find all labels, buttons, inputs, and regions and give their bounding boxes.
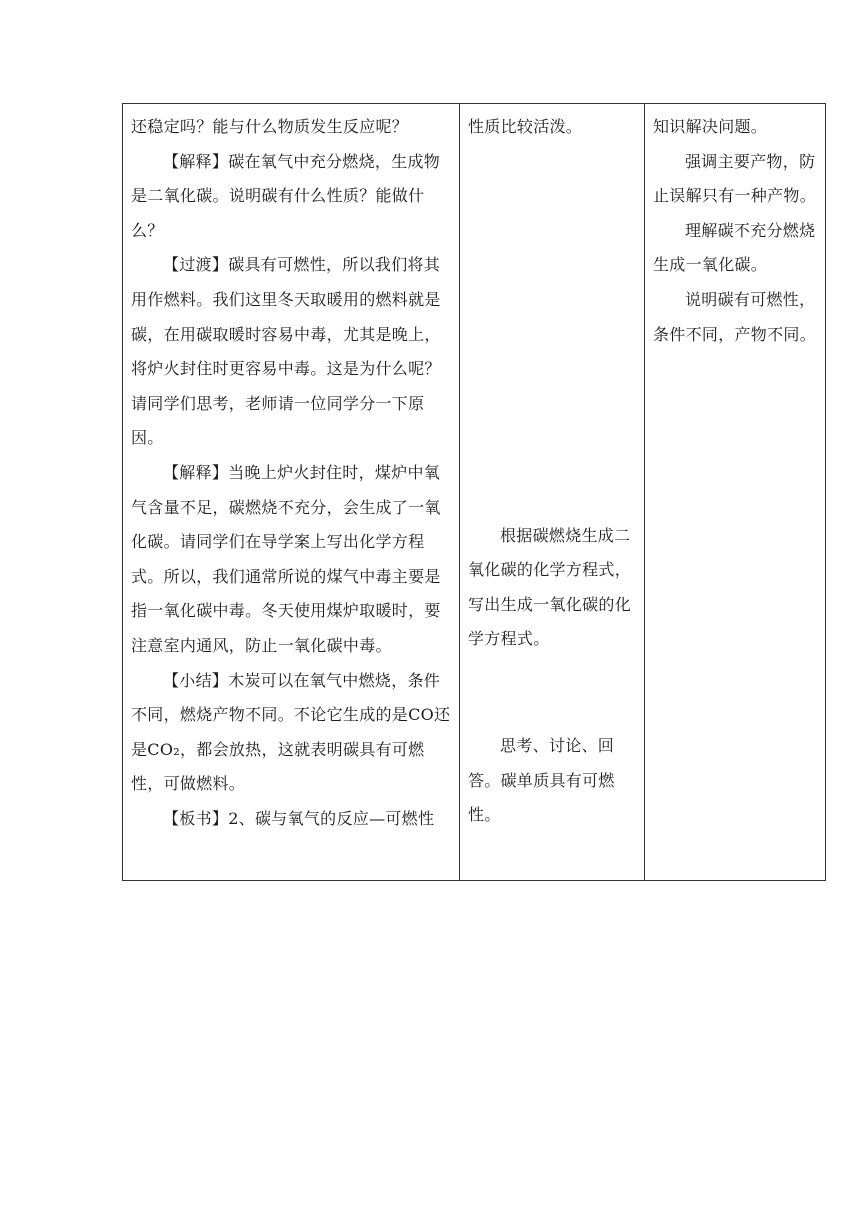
teacher-activity-cell	[123, 104, 460, 881]
tag-summary: 【小结】	[163, 670, 229, 690]
tag-board: 【板书】	[163, 808, 229, 828]
paragraph-text: 碳具有可燃性，所以我们将其用作燃料。我们这里冬天取暖用的燃料就是碳，在用碳取暖时容易中毒，尤其是晚上，将炉火封住时更容易中毒。这是为什么呢？请同学们思考，老师请一位同学分一下原因。	[131, 255, 441, 448]
spacer	[468, 657, 636, 729]
paragraph-text: 木炭可以在氧气中燃烧，条件不同，燃烧产物不同。不论它生成的是CO还是CO₂，都会放热，这就表明碳具有可燃性，可做燃料。	[131, 670, 451, 794]
spacer	[468, 145, 636, 353]
tag-explain: 【解释】	[163, 462, 229, 482]
paragraph-text: 2、碳与氧气的反应—可燃性	[228, 808, 435, 828]
table-row	[123, 104, 826, 881]
col2-paragraph-equation: 根据碳燃烧生成二氧化碳的化学方程式，写出生成一氧化碳的化学方程式。	[468, 525, 632, 649]
paragraph-text: 当晚上炉火封住时，煤炉中氧气含量不足，碳燃烧不充分，会生成了一氧化碳。请同学们在导学案上写出化学方程式。所以，我们通常所说的煤气中毒主要是指一氧化碳中毒。冬天使用煤炉取暖时，要注意室内通风，防止一氧化碳中毒。	[131, 462, 441, 655]
lesson-table	[122, 103, 826, 881]
col1-line0: 还稳定吗？能与什么物质发生反应呢？	[131, 117, 409, 136]
col3-paragraph-2: 理解碳不充分燃烧生成一氧化碳。	[653, 220, 816, 275]
col1-paragraph-explain-1	[131, 145, 451, 249]
col1-paragraph-explain-2	[131, 456, 451, 664]
col2-paragraph-discuss: 思考、讨论、回答。碳单质具有可燃性。	[468, 735, 615, 825]
col3-paragraph-3: 说明碳有可燃性，条件不同，产物不同。	[653, 289, 817, 344]
tag-explain: 【解释】	[163, 151, 229, 171]
paragraph-text: 碳在氧气中充分燃烧，生成物是二氧化碳。说明碳有什么性质？能做什么？	[131, 151, 441, 240]
col1-paragraph-board	[131, 802, 451, 837]
student-activity-cell	[460, 104, 645, 881]
col2-line0: 性质比较活泼。	[468, 117, 583, 136]
col1-paragraph-transition	[131, 248, 451, 456]
col3-line0: 知识解决问题。	[653, 117, 768, 136]
col3-paragraph-1: 强调主要产物，防止误解只有一种产物。	[653, 151, 817, 206]
col1-paragraph-summary	[131, 664, 451, 802]
tag-transition: 【过渡】	[163, 255, 229, 275]
spacer	[468, 353, 636, 519]
design-intent-cell	[645, 104, 826, 881]
